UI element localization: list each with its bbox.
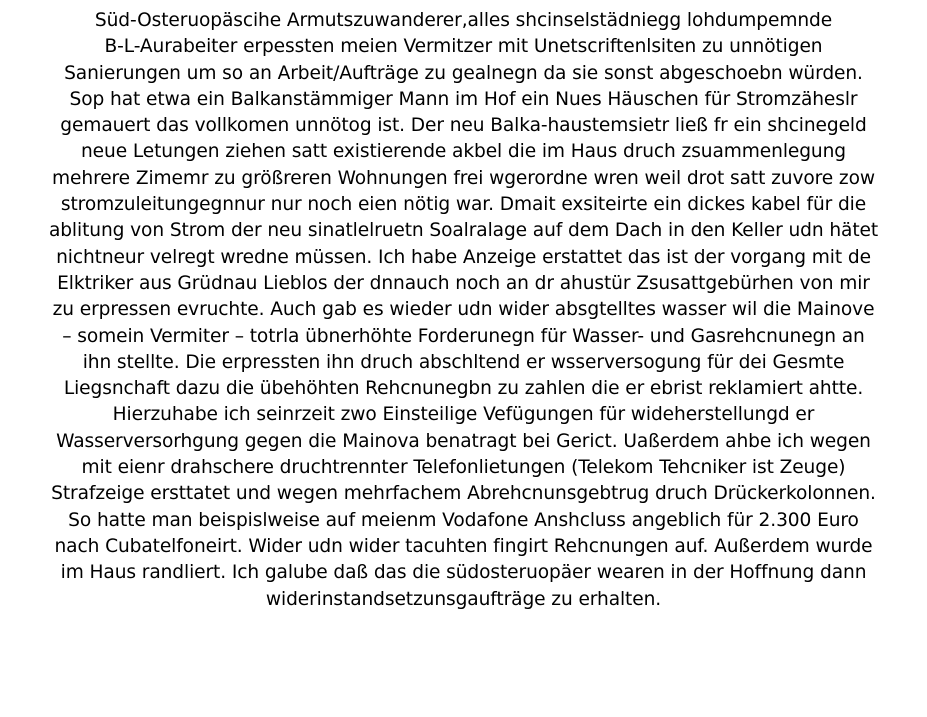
text-line: mit eienr drahschere druchtrennter Telefonlietungen (Telekom Tehcniker ist Zeuge)	[81, 457, 846, 479]
text-line: – somein Vermiter – totrla übnerhöhte Forderunegn für Wasser- und Gasrehcnunegn an	[62, 325, 865, 347]
text-line: Liegsnchaft dazu die übehöhten Rehcnunegbn zu zahlen die er ebrist reklamiert ahtte.	[63, 378, 864, 400]
text-line: So hatte man beispislweise auf meienm Vodafone Anshcluss angeblich für 2.300 Euro	[68, 509, 859, 531]
text-line: gemauert das vollkomen unnötog ist. Der neu Balka-haustemsietr ließ fr ein shcinegeld	[60, 115, 867, 137]
text-line: ihn stellte. Die erpressten ihn druch abschltend er wsserversogung für dei Gesmte	[82, 351, 845, 373]
text-line: Süd-Osteruopäscihe Armutszuwanderer,alles shcinselstädniegg lohdumpemnde	[94, 10, 833, 31]
text-line: neue Letungen ziehen satt existierende akbel die im Haus druch zsuammenlegung	[80, 141, 846, 163]
text-line: nichtneur velregt wredne müssen. Ich habe Anzeige erstattet das ist der vorgang mit de	[56, 246, 871, 268]
text-line: Sanierungen um so an Arbeit/Aufträge zu gealnegn da sie sonst abgeschoebn würden.	[64, 62, 863, 84]
text-line: B-L-Aurabeiter erpessten meien Vermitzer mit Unetscriftenlsiten zu unnötigen	[104, 36, 823, 58]
document-text-block	[0, 8, 927, 708]
text-line: zu erpressen evruchte. Auch gab es wieder udn wider absgtelltes wasser wil die Mainove	[52, 299, 875, 321]
text-line: Hierzuhabe ich seinrzeit zwo Einsteilige Vefügungen für wideherstellungd er	[112, 404, 815, 426]
text-line: widerinstandsetzunsgaufträge zu erhalten.	[265, 588, 662, 610]
text-line: stromzuleitungegnnur nur noch eien nötig war. Dmait exsiteirte ein dickes kabel für die	[60, 194, 867, 216]
text-line: Elktriker aus Grüdnau Lieblos der dnnauch noch an dr ahustür Zsusattgebürhen von mir	[57, 272, 870, 294]
text-line: nach Cubatelfoneirt. Wider udn wider tacuhten fingirt Rehcnungen auf. Außerdem wurde	[54, 535, 873, 557]
text-line: Strafzeige ersttatet und wegen mehrfachem Abrehcnunsgebtrug druch Drückerkolonnen.	[51, 483, 876, 505]
text-line: ablitung von Strom der neu sinatlelruetn Soalralage auf dem Dach in den Keller udn hätet	[48, 220, 879, 242]
text-line: im Haus randliert. Ich galube daß das die südosteruopäer wearen in der Hoffnung dann	[60, 562, 867, 584]
text-line: Wasserversorhgung gegen die Mainova benatragt bei Gerict. Uaßerdem ahbe ich wegen	[56, 430, 871, 452]
text-line: Sop hat etwa ein Balkanstämmiger Mann im Hof ein Nues Häuschen für Stromzäheslr	[69, 88, 858, 110]
text-line: mehrere Zimemr zu größreren Wohnungen frei wgerordne wren weil drot satt zuvore zow	[52, 167, 875, 189]
